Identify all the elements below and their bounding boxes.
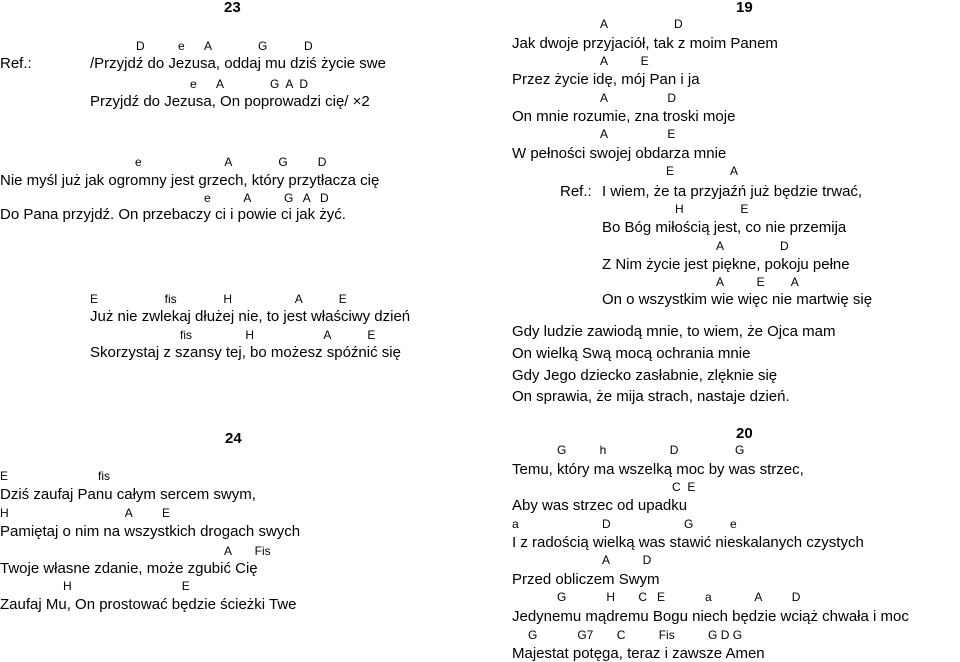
lyric-line: Temu, który ma wszelką moc by was strzec, [512,461,804,478]
lyric-line: Aby was strzec od upadku [512,497,688,514]
lyric-line: Gdy ludzie zawiodą mnie, to wiem, że Ojca mam [512,323,836,340]
chord-line: fis H A E [180,328,376,342]
chord-line: A E [600,127,676,141]
chord-line: e A G A D [204,191,329,205]
lyric-line: W pełności swojej obdarza mnie [512,145,727,162]
chord-line: e A G A D [190,77,309,91]
chord-line: A E [600,54,649,68]
lyric-line: Majestat potęga, teraz i zawsze Amen [512,645,765,662]
lyric-line: Przyjdź do Jezusa, On poprowadzi cię/ ×2 [90,93,370,110]
lyric-line: On mnie rozumie, zna troski moje [512,108,736,125]
lyric-line: On sprawia, że mija strach, nastaje dzień. [512,388,790,405]
lyric-line: Bo Bóg miłością jest, co nie przemija [602,219,847,236]
lyric-line: On o wszystkim wie więc nie martwię się [602,291,873,308]
lyric-line: Już nie zwlekaj dłużej nie, to jest właściwy dzień [90,308,411,325]
lyric-line: Jedynemu mądremu Bogu niech będzie wciąż chwała i moc [512,608,909,625]
chord-line: a D G e [512,517,737,531]
refrain-label: Ref.: [0,55,32,72]
lyric-line: Nie myśl już jak ogromny jest grzech, który przytłacza cię [0,172,380,189]
chord-line: G G7 C Fis G D G [528,628,743,642]
chord-line: E fis H A E [90,292,347,306]
chord-line: H A E [0,506,171,520]
lyric-line: Jak dwoje przyjaciół, tak z moim Panem [512,35,778,52]
lyric-line: Z Nim życie jest piękne, pokoju pełne [602,256,850,273]
refrain-label: Ref.: [560,183,592,200]
chord-line: E A [666,164,739,178]
lyric-line: Dziś zaufaj Panu całym sercem swym, [0,486,256,503]
lyric-line: On wielką Swą mocą ochrania mnie [512,345,751,362]
chord-line: E fis [0,469,111,483]
chord-line: H E [675,202,749,216]
lyric-line: Zaufaj Mu, On prostować będzie ścieżki Twe [0,596,297,613]
lyric-line: Do Pana przyjdź. On przebaczy ci i powie ci jak żyć. [0,206,346,223]
lyric-line: Przed obliczem Swym [512,571,660,588]
song-number: 20 [736,425,753,442]
chord-line: G h D G [557,443,745,457]
chord-line: A D [600,91,677,105]
lyric-line: I wiem, że ta przyjaźń już będzie trwać, [602,183,863,200]
chord-line: G H C E a A D [557,590,801,604]
lyric-line: /Przyjdź do Jezusa, oddaj mu dziś życie swe [90,55,386,72]
chord-line: D e A G D [136,39,313,53]
song-number: 23 [224,0,241,16]
chord-line: A D [600,17,683,31]
chord-line: A Fis [224,544,271,558]
song-number: 24 [225,430,242,447]
lyric-line: Twoje własne zdanie, może zgubić Cię [0,560,258,577]
song-number: 19 [736,0,753,16]
chord-line: H E [63,579,190,593]
lyric-line: I z radością wielką was stawić nieskalanych czystych [512,534,864,551]
chord-line: A E A [716,275,799,289]
chord-line: e A G D [135,155,327,169]
chord-line: A D [716,239,789,253]
chord-line: A D [602,553,652,567]
lyric-line: Pamiętaj o nim na wszystkich drogach swych [0,523,301,540]
lyric-line: Gdy Jego dziecko zasłabnie, zlęknie się [512,367,778,384]
chord-line: C E [672,480,696,494]
lyric-line: Skorzystaj z szansy tej, bo możesz spóźnić się [90,344,401,361]
lyric-line: Przez życie idę, mój Pan i ja [512,71,700,88]
